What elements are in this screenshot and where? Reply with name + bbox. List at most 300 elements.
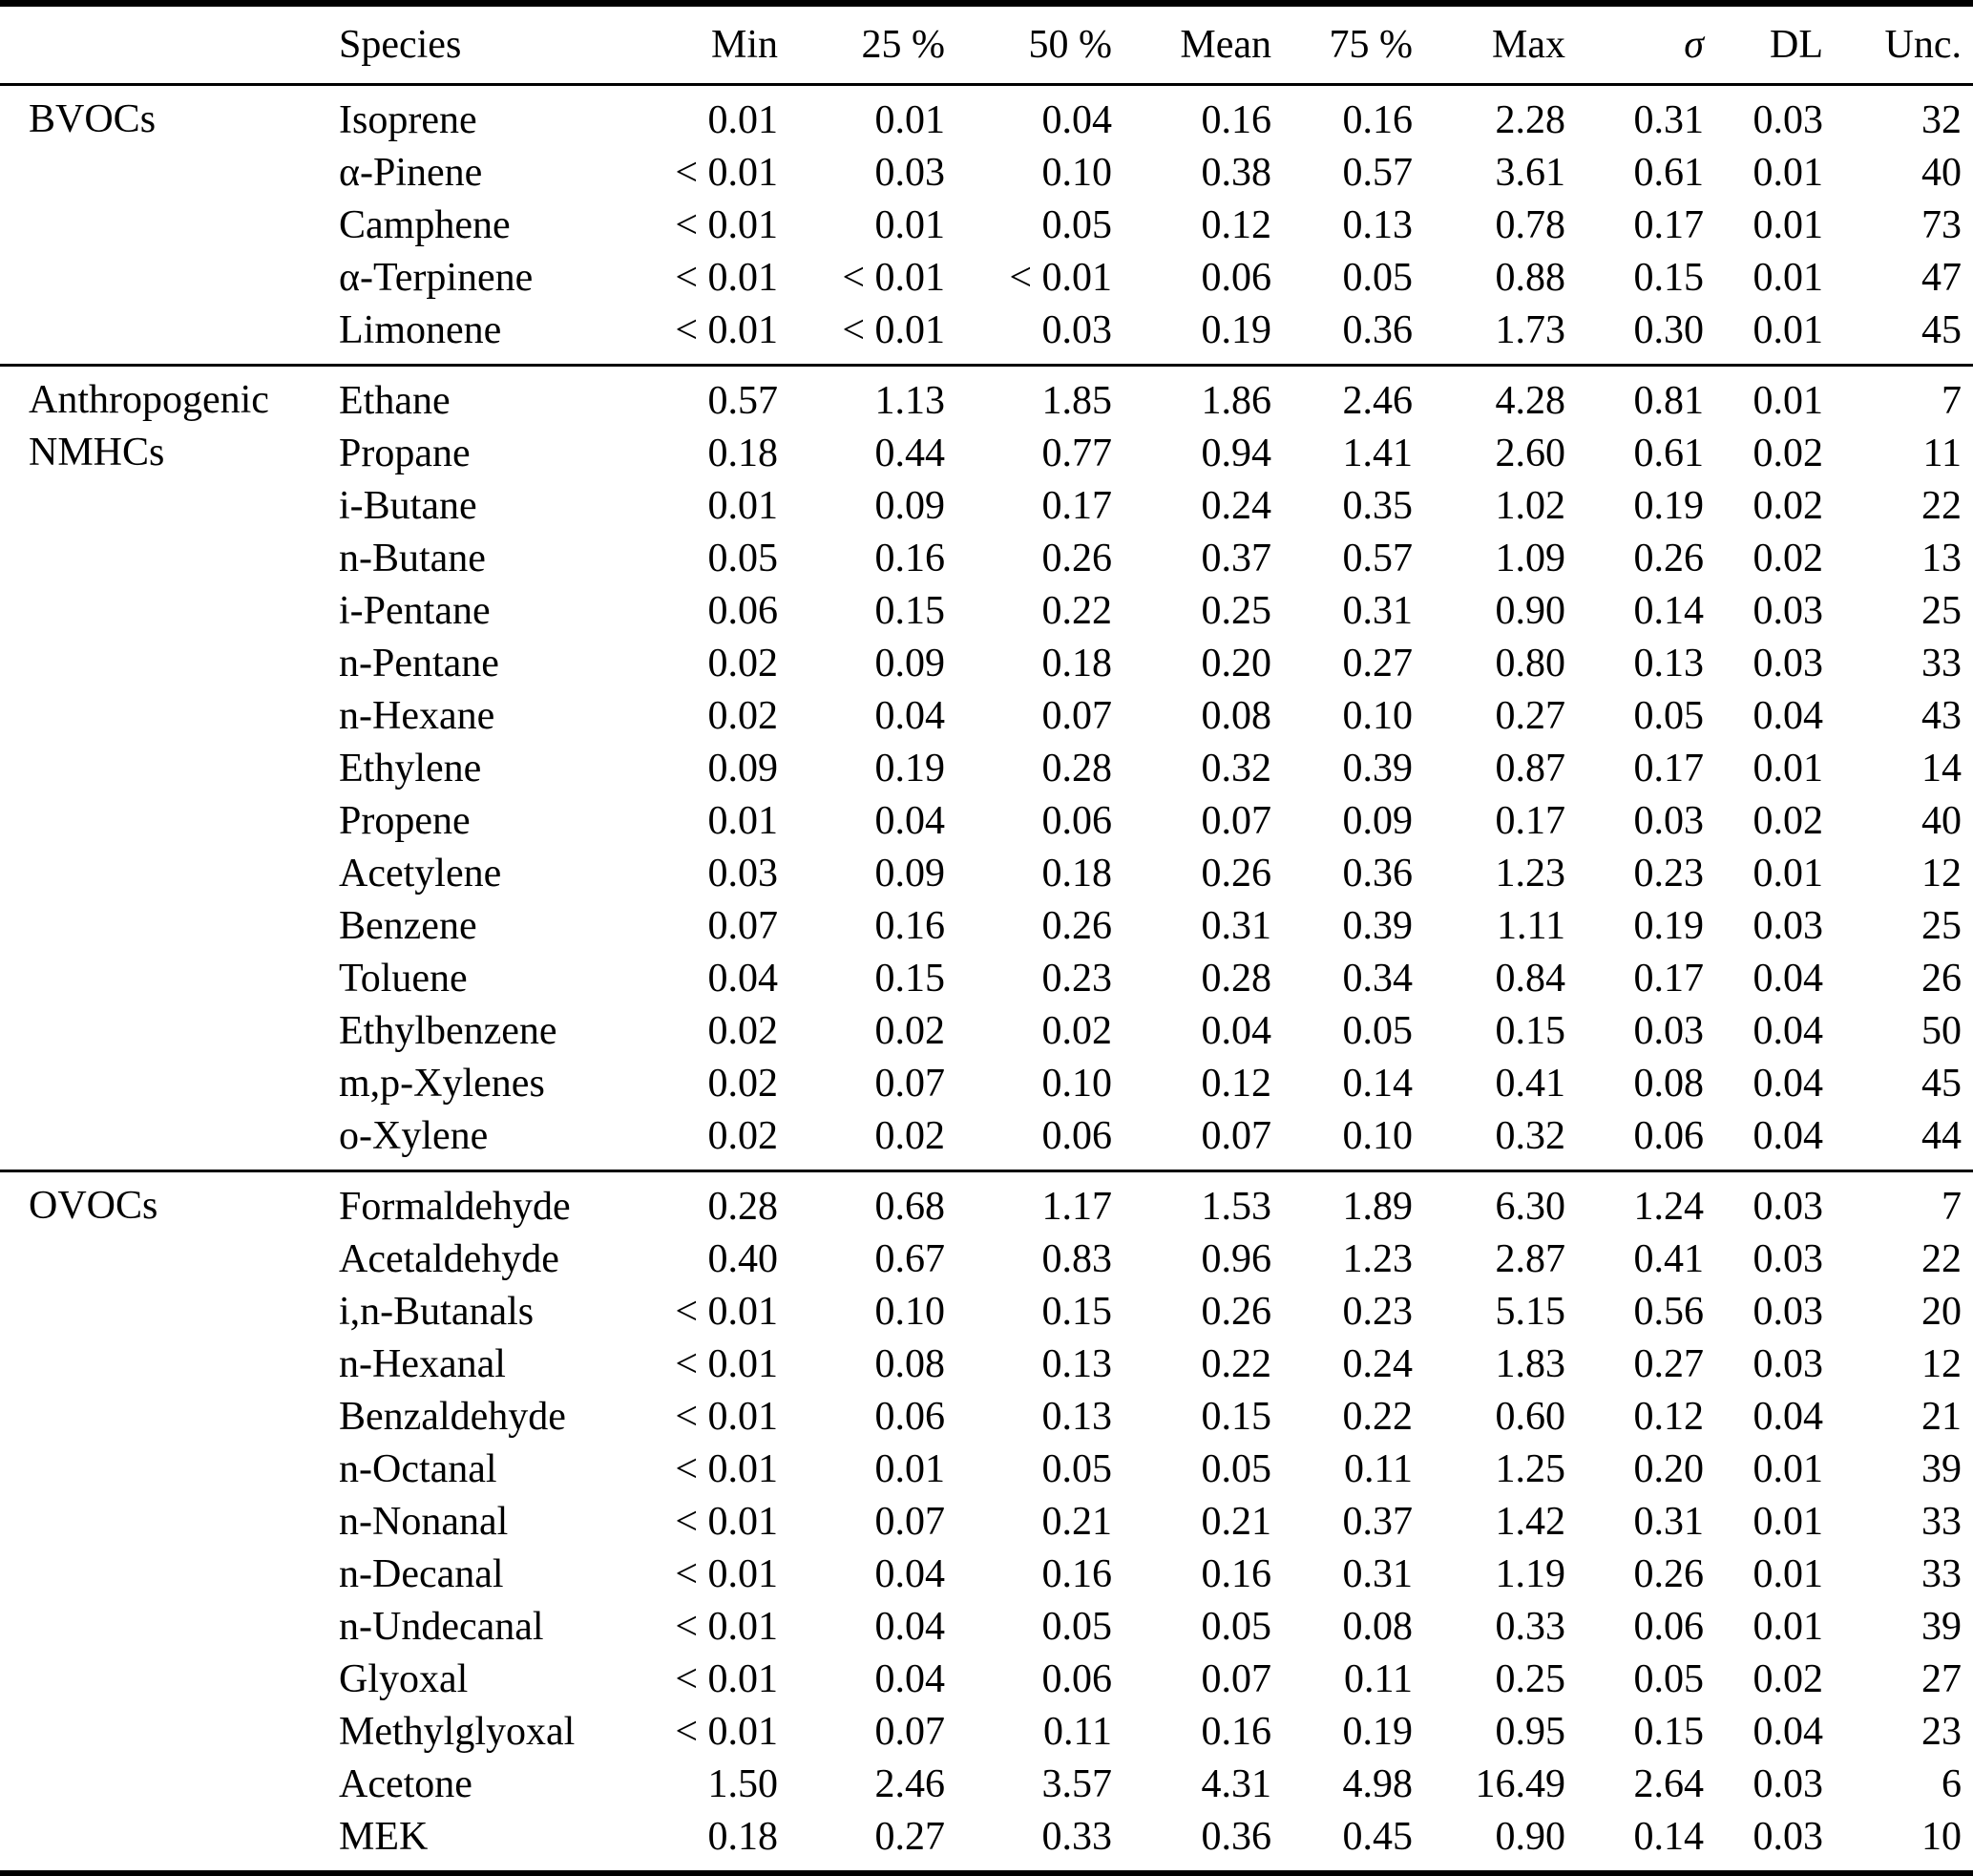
species-cell: n-Undecanal [339, 1604, 544, 1649]
min-value-cell: 0.18 [707, 1814, 778, 1859]
dl-value-cell: 0.04 [1753, 1394, 1823, 1439]
group-label: Anthropogenic NMHCs [29, 378, 269, 474]
unc-value-cell: 44 [1921, 1113, 1962, 1158]
unc-value-cell: 12 [1921, 851, 1962, 896]
p50-value-cell: 0.28 [1041, 746, 1112, 790]
p25-value-cell: 0.03 [874, 150, 945, 195]
sigma-value-cell: 0.17 [1633, 746, 1704, 790]
sigma-value-cell: 0.19 [1633, 483, 1704, 528]
sigma-value-cell: 0.61 [1633, 150, 1704, 195]
p25-value-cell: 0.67 [874, 1236, 945, 1281]
dl-value-cell: 0.01 [1753, 1551, 1823, 1596]
unc-value-cell: 39 [1921, 1446, 1962, 1491]
p75-value-cell: 0.35 [1342, 483, 1413, 528]
unc-value-cell: 50 [1921, 1008, 1962, 1053]
unc-value-cell: 40 [1921, 150, 1962, 195]
mean-value-cell: 0.25 [1201, 588, 1271, 633]
sigma-value-cell: 0.12 [1633, 1394, 1704, 1439]
sigma-value-cell: 0.23 [1633, 851, 1704, 896]
sigma-value-cell: 0.31 [1633, 97, 1704, 142]
sigma-value-cell: 0.17 [1633, 956, 1704, 1001]
sigma-value-cell: 1.24 [1633, 1184, 1704, 1229]
species-cell: MEK [339, 1814, 429, 1859]
p50-column-header: 50 % [1028, 23, 1112, 67]
max-value-cell: 2.60 [1495, 431, 1565, 475]
p25-value-cell: 0.04 [874, 1551, 945, 1596]
min-value-cell: < 0.01 [675, 1656, 778, 1701]
mean-value-cell: 0.08 [1201, 693, 1271, 738]
p25-column-header: 25 % [861, 23, 945, 67]
p50-value-cell: 1.17 [1041, 1184, 1112, 1229]
dl-value-cell: 0.03 [1753, 1236, 1823, 1281]
species-cell: Toluene [339, 956, 468, 1001]
unc-value-cell: 26 [1921, 956, 1962, 1001]
p50-value-cell: 0.21 [1041, 1499, 1112, 1544]
p75-value-cell: 0.19 [1342, 1709, 1413, 1754]
mean-value-cell: 0.26 [1201, 851, 1271, 896]
p25-value-cell: 0.08 [874, 1341, 945, 1386]
p75-value-cell: 1.89 [1342, 1184, 1413, 1229]
max-column-header: Max [1492, 23, 1565, 67]
p25-value-cell: 0.44 [874, 431, 945, 475]
max-value-cell: 1.25 [1495, 1446, 1565, 1491]
p75-value-cell: 0.10 [1342, 693, 1413, 738]
sigma-value-cell: 0.19 [1633, 903, 1704, 948]
p50-value-cell: 0.06 [1041, 798, 1112, 843]
max-value-cell: 2.87 [1495, 1236, 1565, 1281]
min-value-cell: < 0.01 [675, 1604, 778, 1649]
species-cell: Acetone [339, 1761, 472, 1806]
mean-value-cell: 0.07 [1201, 1656, 1271, 1701]
species-cell: Ethane [339, 378, 451, 423]
unc-value-cell: 73 [1921, 202, 1962, 247]
p50-value-cell: 0.16 [1041, 1551, 1112, 1596]
mean-value-cell: 0.16 [1201, 1709, 1271, 1754]
max-value-cell: 0.41 [1495, 1061, 1565, 1106]
mean-value-cell: 0.12 [1201, 1061, 1271, 1106]
min-value-cell: 0.07 [707, 903, 778, 948]
unc-value-cell: 33 [1921, 641, 1962, 685]
unc-value-cell: 40 [1921, 798, 1962, 843]
mean-value-cell: 0.04 [1201, 1008, 1271, 1053]
p25-value-cell: < 0.01 [842, 307, 945, 352]
p25-value-cell: 0.07 [874, 1499, 945, 1544]
species-cell: Methylglyoxal [339, 1709, 576, 1754]
p25-value-cell: 0.04 [874, 1604, 945, 1649]
table-row [0, 366, 1973, 428]
p50-value-cell: 0.03 [1041, 307, 1112, 352]
max-value-cell: 0.90 [1495, 588, 1565, 633]
unc-value-cell: 23 [1921, 1709, 1962, 1754]
p50-value-cell: 0.07 [1041, 693, 1112, 738]
sigma-value-cell: 0.81 [1633, 378, 1704, 423]
p75-value-cell: 0.34 [1342, 956, 1413, 1001]
p50-value-cell: 0.05 [1041, 1446, 1112, 1491]
p50-value-cell: 0.10 [1041, 150, 1112, 195]
p25-value-cell: 2.46 [874, 1761, 945, 1806]
p50-value-cell: 0.11 [1043, 1709, 1112, 1754]
max-value-cell: 0.80 [1495, 641, 1565, 685]
p75-value-cell: 0.05 [1342, 255, 1413, 300]
p25-value-cell: < 0.01 [842, 255, 945, 300]
unc-value-cell: 33 [1921, 1551, 1962, 1596]
unc-value-cell: 33 [1921, 1499, 1962, 1544]
sigma-value-cell: 0.13 [1633, 641, 1704, 685]
max-value-cell: 0.27 [1495, 693, 1565, 738]
unc-value-cell: 45 [1921, 307, 1962, 352]
species-cell: α-Pinene [339, 150, 483, 195]
mean-value-cell: 0.12 [1201, 202, 1271, 247]
unc-value-cell: 27 [1921, 1656, 1962, 1701]
p75-value-cell: 0.22 [1342, 1394, 1413, 1439]
header-row [0, 4, 1973, 85]
group-label: OVOCs [29, 1184, 158, 1228]
mean-value-cell: 0.94 [1201, 431, 1271, 475]
species-cell: Benzene [339, 903, 477, 948]
p75-value-cell: 0.37 [1342, 1499, 1413, 1544]
p75-value-cell: 0.31 [1342, 588, 1413, 633]
p50-value-cell: 0.15 [1041, 1289, 1112, 1334]
min-value-cell: 0.57 [707, 378, 778, 423]
max-value-cell: 1.02 [1495, 483, 1565, 528]
species-cell: n-Octanal [339, 1446, 497, 1491]
unc-value-cell: 25 [1921, 588, 1962, 633]
sigma-column-header: σ [1684, 23, 1704, 67]
p50-value-cell: 0.04 [1041, 97, 1112, 142]
p25-value-cell: 0.19 [874, 746, 945, 790]
min-value-cell: < 0.01 [675, 1446, 778, 1491]
mean-value-cell: 0.05 [1201, 1604, 1271, 1649]
p50-value-cell: 0.77 [1041, 431, 1112, 475]
p75-value-cell: 0.39 [1342, 746, 1413, 790]
p75-value-cell: 0.45 [1342, 1814, 1413, 1859]
mean-value-cell: 0.38 [1201, 150, 1271, 195]
sigma-value-cell: 0.14 [1633, 588, 1704, 633]
species-cell: Glyoxal [339, 1656, 469, 1701]
min-value-cell: 0.04 [707, 956, 778, 1001]
dl-value-cell: 0.01 [1753, 202, 1823, 247]
unc-value-cell: 22 [1921, 483, 1962, 528]
species-cell: Acetylene [339, 851, 502, 896]
max-value-cell: 0.87 [1495, 746, 1565, 790]
p50-value-cell: 0.05 [1041, 202, 1112, 247]
min-value-cell: 0.01 [707, 97, 778, 142]
p25-value-cell: 0.04 [874, 693, 945, 738]
max-value-cell: 0.25 [1495, 1656, 1565, 1701]
section-anthropogenic-nmhcs [0, 366, 1973, 1171]
max-value-cell: 0.32 [1495, 1113, 1565, 1158]
sigma-value-cell: 0.03 [1633, 1008, 1704, 1053]
dl-value-cell: 0.01 [1753, 1499, 1823, 1544]
sigma-value-cell: 0.08 [1633, 1061, 1704, 1106]
unc-value-cell: 11 [1922, 431, 1962, 475]
p75-value-cell: 4.98 [1342, 1761, 1413, 1806]
max-value-cell: 1.19 [1495, 1551, 1565, 1596]
unc-value-cell: 32 [1921, 97, 1962, 142]
mean-value-cell: 0.16 [1201, 1551, 1271, 1596]
p75-value-cell: 0.11 [1344, 1446, 1413, 1491]
p75-value-cell: 0.24 [1342, 1341, 1413, 1386]
dl-value-cell: 0.03 [1753, 641, 1823, 685]
p25-value-cell: 0.15 [874, 956, 945, 1001]
p25-value-cell: 0.01 [874, 1446, 945, 1491]
p50-value-cell: < 0.01 [1009, 255, 1112, 300]
mean-value-cell: 1.53 [1201, 1184, 1271, 1229]
species-cell: Propane [339, 431, 471, 475]
max-value-cell: 0.78 [1495, 202, 1565, 247]
min-value-cell: < 0.01 [675, 202, 778, 247]
dl-value-cell: 0.04 [1753, 1113, 1823, 1158]
p25-value-cell: 0.16 [874, 536, 945, 580]
p50-value-cell: 0.05 [1041, 1604, 1112, 1649]
species-cell: n-Pentane [339, 641, 499, 685]
table-row [0, 1171, 1973, 1233]
min-value-cell: 0.02 [707, 1061, 778, 1106]
max-value-cell: 0.17 [1495, 798, 1565, 843]
mean-value-cell: 0.15 [1201, 1394, 1271, 1439]
min-value-cell: 0.40 [707, 1236, 778, 1281]
min-value-cell: < 0.01 [675, 1289, 778, 1334]
min-value-cell: 0.02 [707, 641, 778, 685]
dl-value-cell: 0.03 [1753, 1761, 1823, 1806]
max-value-cell: 16.49 [1475, 1761, 1565, 1806]
p25-value-cell: 0.16 [874, 903, 945, 948]
p50-value-cell: 0.17 [1041, 483, 1112, 528]
sigma-value-cell: 0.06 [1633, 1604, 1704, 1649]
max-value-cell: 1.09 [1495, 536, 1565, 580]
p25-value-cell: 0.02 [874, 1008, 945, 1053]
sigma-value-cell: 0.17 [1633, 202, 1704, 247]
dl-value-cell: 0.02 [1753, 431, 1823, 475]
p75-value-cell: 0.39 [1342, 903, 1413, 948]
unc-value-cell: 25 [1921, 903, 1962, 948]
p25-value-cell: 0.04 [874, 1656, 945, 1701]
p75-value-cell: 0.16 [1342, 97, 1413, 142]
unc-value-cell: 47 [1921, 255, 1962, 300]
p25-value-cell: 0.02 [874, 1113, 945, 1158]
p50-value-cell: 0.13 [1041, 1341, 1112, 1386]
p50-value-cell: 0.26 [1041, 903, 1112, 948]
p25-value-cell: 0.04 [874, 798, 945, 843]
species-cell: Propene [339, 798, 471, 843]
dl-value-cell: 0.03 [1753, 1289, 1823, 1334]
sigma-value-cell: 0.56 [1633, 1289, 1704, 1334]
species-cell: n-Butane [339, 536, 486, 580]
species-cell: n-Hexane [339, 693, 495, 738]
species-cell: Isoprene [339, 97, 477, 142]
species-cell: m,p-Xylenes [339, 1061, 545, 1106]
min-value-cell: 0.02 [707, 693, 778, 738]
sigma-value-cell: 0.05 [1633, 693, 1704, 738]
min-value-cell: 0.06 [707, 588, 778, 633]
p75-value-cell: 0.14 [1342, 1061, 1413, 1106]
min-value-cell: 0.02 [707, 1008, 778, 1053]
unc-value-cell: 6 [1942, 1761, 1962, 1806]
mean-value-cell: 0.32 [1201, 746, 1271, 790]
mean-value-cell: 0.24 [1201, 483, 1271, 528]
min-value-cell: 0.03 [707, 851, 778, 896]
dl-value-cell: 0.01 [1753, 851, 1823, 896]
dl-value-cell: 0.01 [1753, 1446, 1823, 1491]
p75-value-cell: 0.13 [1342, 202, 1413, 247]
p75-value-cell: 0.05 [1342, 1008, 1413, 1053]
dl-value-cell: 0.01 [1753, 378, 1823, 423]
sigma-value-cell: 0.31 [1633, 1499, 1704, 1544]
dl-value-cell: 0.03 [1753, 903, 1823, 948]
p25-value-cell: 0.01 [874, 202, 945, 247]
p75-value-cell: 0.09 [1342, 798, 1413, 843]
dl-value-cell: 0.03 [1753, 1341, 1823, 1386]
sigma-value-cell: 0.41 [1633, 1236, 1704, 1281]
sigma-value-cell: 0.05 [1633, 1656, 1704, 1701]
min-value-cell: < 0.01 [675, 1551, 778, 1596]
sigma-value-cell: 0.15 [1633, 255, 1704, 300]
species-cell: Benzaldehyde [339, 1394, 566, 1439]
section-bvocs [0, 85, 1973, 366]
section-ovocs [0, 1171, 1973, 1874]
p25-value-cell: 0.09 [874, 483, 945, 528]
mean-value-cell: 0.28 [1201, 956, 1271, 1001]
max-value-cell: 5.15 [1495, 1289, 1565, 1334]
mean-value-cell: 0.21 [1201, 1499, 1271, 1544]
p25-value-cell: 0.15 [874, 588, 945, 633]
species-cell: i-Pentane [339, 588, 491, 633]
p75-value-cell: 0.08 [1342, 1604, 1413, 1649]
min-value-cell: < 0.01 [675, 307, 778, 352]
min-value-cell: < 0.01 [675, 150, 778, 195]
p50-value-cell: 0.18 [1041, 851, 1112, 896]
dl-value-cell: 0.01 [1753, 307, 1823, 352]
mean-value-cell: 4.31 [1201, 1761, 1271, 1806]
max-value-cell: 0.90 [1495, 1814, 1565, 1859]
min-value-cell: 0.09 [707, 746, 778, 790]
dl-value-cell: 0.01 [1753, 746, 1823, 790]
p50-value-cell: 0.02 [1041, 1008, 1112, 1053]
dl-value-cell: 0.04 [1753, 956, 1823, 1001]
min-value-cell: 0.02 [707, 1113, 778, 1158]
p75-value-cell: 0.10 [1342, 1113, 1413, 1158]
p50-value-cell: 0.13 [1041, 1394, 1112, 1439]
p75-value-cell: 0.27 [1342, 641, 1413, 685]
p25-value-cell: 0.09 [874, 641, 945, 685]
dl-value-cell: 0.03 [1753, 1184, 1823, 1229]
dl-value-cell: 0.03 [1753, 97, 1823, 142]
species-cell: i-Butane [339, 483, 477, 528]
p50-value-cell: 0.06 [1041, 1656, 1112, 1701]
p75-value-cell: 1.23 [1342, 1236, 1413, 1281]
mean-value-cell: 0.37 [1201, 536, 1271, 580]
max-value-cell: 0.60 [1495, 1394, 1565, 1439]
mean-value-cell: 0.26 [1201, 1289, 1271, 1334]
unc-value-cell: 43 [1921, 693, 1962, 738]
species-column-header: Species [339, 23, 462, 67]
unc-value-cell: 14 [1921, 746, 1962, 790]
p75-value-cell: 0.36 [1342, 851, 1413, 896]
p50-value-cell: 0.18 [1041, 641, 1112, 685]
p75-value-cell: 0.57 [1342, 150, 1413, 195]
unc-column-header: Unc. [1884, 23, 1962, 67]
p50-value-cell: 0.06 [1041, 1113, 1112, 1158]
mean-value-cell: 0.05 [1201, 1446, 1271, 1491]
sigma-value-cell: 0.27 [1633, 1341, 1704, 1386]
max-value-cell: 1.11 [1497, 903, 1565, 948]
dl-value-cell: 0.01 [1753, 150, 1823, 195]
mean-column-header: Mean [1180, 23, 1271, 67]
sigma-value-cell: 2.64 [1633, 1761, 1704, 1806]
max-value-cell: 0.95 [1495, 1709, 1565, 1754]
min-value-cell: < 0.01 [675, 1394, 778, 1439]
unc-value-cell: 13 [1921, 536, 1962, 580]
min-value-cell: < 0.01 [675, 1499, 778, 1544]
p75-value-cell: 2.46 [1342, 378, 1413, 423]
p75-value-cell: 0.23 [1342, 1289, 1413, 1334]
mean-value-cell: 0.07 [1201, 1113, 1271, 1158]
p75-column-header: 75 % [1329, 23, 1413, 67]
table-row [0, 85, 1973, 147]
p75-value-cell: 0.36 [1342, 307, 1413, 352]
max-value-cell: 1.73 [1495, 307, 1565, 352]
sigma-value-cell: 0.26 [1633, 536, 1704, 580]
p50-value-cell: 0.22 [1041, 588, 1112, 633]
p25-value-cell: 1.13 [874, 378, 945, 423]
species-cell: i,n-Butanals [339, 1289, 535, 1334]
sigma-value-cell: 0.26 [1633, 1551, 1704, 1596]
species-cell: Camphene [339, 202, 511, 247]
min-value-cell: < 0.01 [675, 1709, 778, 1754]
min-value-cell: 0.01 [707, 798, 778, 843]
species-cell: Acetaldehyde [339, 1236, 559, 1281]
p50-value-cell: 0.23 [1041, 956, 1112, 1001]
p25-value-cell: 0.27 [874, 1814, 945, 1859]
max-value-cell: 0.84 [1495, 956, 1565, 1001]
unc-value-cell: 22 [1921, 1236, 1962, 1281]
mean-value-cell: 0.22 [1201, 1341, 1271, 1386]
species-cell: n-Nonanal [339, 1499, 509, 1544]
dl-value-cell: 0.02 [1753, 1656, 1823, 1701]
group-column-header [0, 4, 315, 85]
p50-value-cell: 0.33 [1041, 1814, 1112, 1859]
dl-value-cell: 0.01 [1753, 1604, 1823, 1649]
min-value-cell: 0.28 [707, 1184, 778, 1229]
p25-value-cell: 0.07 [874, 1061, 945, 1106]
unc-value-cell: 45 [1921, 1061, 1962, 1106]
dl-value-cell: 0.02 [1753, 483, 1823, 528]
max-value-cell: 0.15 [1495, 1008, 1565, 1053]
mean-value-cell: 1.86 [1201, 378, 1271, 423]
dl-value-cell: 0.03 [1753, 1814, 1823, 1859]
p50-value-cell: 0.10 [1041, 1061, 1112, 1106]
species-cell: n-Decanal [339, 1551, 504, 1596]
sigma-value-cell: 0.14 [1633, 1814, 1704, 1859]
max-value-cell: 1.23 [1495, 851, 1565, 896]
species-cell: Limonene [339, 307, 502, 352]
unc-value-cell: 7 [1942, 378, 1962, 423]
p75-value-cell: 0.31 [1342, 1551, 1413, 1596]
max-value-cell: 2.28 [1495, 97, 1565, 142]
group-label: BVOCs [29, 97, 157, 141]
max-value-cell: 1.42 [1495, 1499, 1565, 1544]
max-value-cell: 0.88 [1495, 255, 1565, 300]
dl-value-cell: 0.04 [1753, 693, 1823, 738]
dl-value-cell: 0.02 [1753, 798, 1823, 843]
p25-value-cell: 0.68 [874, 1184, 945, 1229]
unc-value-cell: 20 [1921, 1289, 1962, 1334]
min-value-cell: 0.05 [707, 536, 778, 580]
max-value-cell: 1.83 [1495, 1341, 1565, 1386]
table-header [0, 4, 1973, 85]
species-cell: n-Hexanal [339, 1341, 506, 1386]
dl-value-cell: 0.01 [1753, 255, 1823, 300]
